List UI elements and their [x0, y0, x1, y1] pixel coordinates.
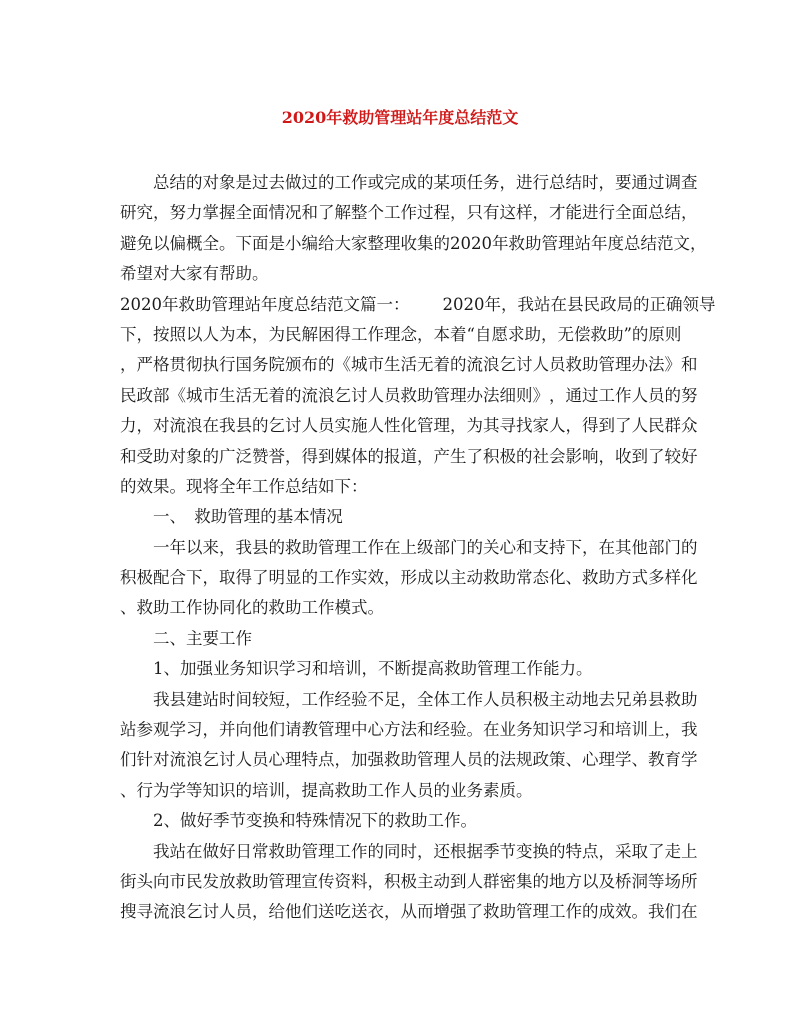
text-line: 一 年 以 来 ， 我 县 的 救 助 管 理 工 作 在 上 级 部 门 的 关 心 和 支 持 下 ， 在 其 他 部 门 的	[153, 537, 698, 557]
text-line: 力 ， 对 流 浪 在 我 县 的 乞 讨 人 员 实 施 人 性 化 管 理 ， 为 其 寻 找 家 人 ， 得 到 了 人 民 群 众	[120, 416, 698, 436]
text-line: 、行为学等知识的培训，提高救助工作人员的业务素质。	[120, 780, 533, 800]
text-line: 我 县 建 站 时 间 较 短 ， 工 作 经 验 不 足 ， 全 体 工 作 人 员 积 极 主 动 地 去 兄 弟 县 救 助	[153, 689, 698, 709]
text-line: 2020 年 救 助 管 理 站 年 度 总 结 范 文 篇 一 ： 2020 年 ， 我 站 在 县 民 政 局 的 正 确 领 导	[120, 294, 716, 314]
text-line: 积 极 配 合 下 ， 取 得 了 明 显 的 工 作 实 效 ， 形 成 以 主 动 救 助 常 态 化 、 救 助 方 式 多 样 化	[120, 568, 698, 588]
text-line: 我 站 在 做 好 日 常 救 助 管 理 工 作 的 同 时 ， 还 根 据 季 节 变 换 的 特 点 ， 采 取 了 走 上	[153, 841, 698, 861]
text-line: 的效果。现将全年工作总结如下：	[120, 476, 368, 496]
text-line: ， 严 格 贯 彻 执 行 国 务 院 颁 布 的 《 城 市 生 活 无 着 的 流 浪 乞 讨 人 员 救 助 管 理 办 法 》 和	[120, 355, 698, 375]
text-line: 1、加强业务知识学习和培训，不断提高救助管理工作能力。	[153, 659, 593, 679]
text-line: 二、主要工作	[153, 628, 252, 648]
text-line: 搜 寻 流 浪 乞 讨 人 员 ， 给 他 们 送 吃 送 衣 ， 从 而 增 强 了 救 助 管 理 工 作 的 成 效 。 我 们 在	[120, 902, 698, 922]
text-line: 下 ， 按 照 以 人 为 本 ， 为 民 解 困 得 工 作 理 念 ， 本 着 “ 自 愿 求 助 ， 无 偿 救 助 ” 的 原 则	[120, 324, 682, 344]
text-line: 希望对大家有帮助。	[120, 264, 269, 284]
document-body	[120, 168, 716, 928]
text-line: 们 针 对 流 浪 乞 讨 人 员 心 理 特 点 ， 加 强 救 助 管 理 人 员 的 法 规 政 策 、 心 理 学 、 教 育 学	[120, 750, 698, 770]
text-line: 2、做好季节变换和特殊情况下的救助工作。	[153, 811, 477, 831]
text-line: 站 参 观 学 习 ， 并 向 他 们 请 教 管 理 中 心 方 法 和 经 验 。 在 业 务 知 识 学 习 和 培 训 上 ， 我	[120, 720, 698, 740]
text-line: 和 受 助 对 象 的 广 泛 赞 誉 ， 得 到 媒 体 的 报 道 ， 产 生 了 积 极 的 社 会 影 响 ， 收 到 了 较 好	[120, 446, 698, 466]
text-line: 避 免 以 偏 概 全 。 下 面 是 小 编 给 大 家 整 理 收 集 的 2020 年 救 助 管 理 站 年 度 总 结 范 文 ，	[120, 233, 707, 253]
text-line: 、救助工作协同化的救助工作模式。	[120, 598, 384, 618]
text-line: 一、 救助管理的基本情况	[153, 507, 343, 527]
text-line: 总 结 的 对 象 是 过 去 做 过 的 工 作 或 完 成 的 某 项 任 务 ， 进 行 总 结 时 ， 要 通 过 调 查	[153, 173, 698, 192]
document-title: 2020年救助管理站年度总结范文	[281, 108, 519, 127]
text-line: 民 政 部 《 城 市 生 活 无 着 的 流 浪 乞 讨 人 员 救 助 管 理 办 法 细 则 》 ， 通 过 工 作 人 员 的 努	[120, 385, 698, 405]
text-line: 研 究 ， 努 力 掌 握 全 面 情 况 和 了 解 整 个 工 作 过 程 ， 只 有 这 样 ， 才 能 进 行 全 面 总 结 ，	[120, 203, 698, 223]
text-line: 街 头 向 市 民 发 放 救 助 管 理 宣 传 资 料 ， 积 极 主 动 到 人 群 密 集 的 地 方 以 及 桥 洞 等 场 所	[120, 871, 698, 891]
